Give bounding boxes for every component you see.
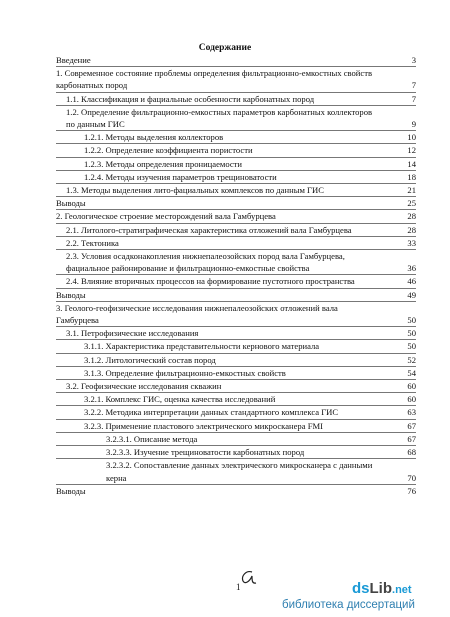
toc-entry-page: 49 bbox=[407, 289, 416, 300]
toc-entry-text: 2. Геологическое строение месторождений вала Гамбурцева bbox=[56, 211, 276, 222]
toc-entry bbox=[56, 93, 416, 106]
toc-entry-page: 67 bbox=[407, 420, 416, 431]
toc-entry-text: 3.1.3. Определение фильтрационно-емкостных свойств bbox=[84, 367, 286, 378]
toc-entry-text: 3.1.1. Характеристика представительности кернового материала bbox=[84, 341, 320, 352]
toc-entry bbox=[56, 289, 416, 302]
toc-entry bbox=[56, 106, 416, 131]
toc-entry bbox=[56, 250, 416, 275]
toc-entry bbox=[56, 131, 416, 144]
toc-entry-page: 21 bbox=[407, 185, 416, 196]
toc-entry-page: 28 bbox=[407, 224, 416, 235]
toc-entry-text: 1.2.4. Методы изучения параметров трещиноватости bbox=[84, 171, 277, 182]
toc-entry-text: Введение bbox=[56, 55, 91, 65]
toc-entry bbox=[56, 171, 416, 184]
toc-entry-page: 70 bbox=[407, 472, 416, 483]
toc-entry-page: 25 bbox=[407, 198, 416, 209]
toc-entry-text: 3.2.3.1. Описание метода bbox=[106, 433, 198, 444]
toc-entry-page: 36 bbox=[407, 263, 416, 274]
toc-entry-text: 3.2.3.3. Изучение трещиноватости карбонатных пород bbox=[106, 447, 305, 458]
toc-entry bbox=[56, 406, 416, 419]
toc-entry-page: 10 bbox=[407, 132, 416, 143]
toc-entry bbox=[56, 340, 416, 353]
toc-entry bbox=[56, 210, 416, 223]
toc-entry-text: 2.2. Тектоника bbox=[66, 237, 119, 248]
toc-entry-text: Выводы bbox=[56, 485, 86, 496]
toc-entry bbox=[56, 184, 416, 197]
toc-entry bbox=[56, 459, 416, 484]
toc-entry-page: 3 bbox=[411, 55, 416, 65]
toc-entry-text: 1.2. Определение фильтрационно-емкостных параметров карбонатных коллекторов по данным ГИС bbox=[66, 106, 373, 130]
toc-entry bbox=[56, 275, 416, 288]
toc-entry-text: 3. Геолого-геофизические исследования нижнепалеозойских отложений вала Гамбурцева bbox=[56, 302, 338, 326]
toc-entry bbox=[56, 446, 416, 459]
toc-entry-page: 52 bbox=[407, 354, 416, 365]
watermark-logo: dsLib.net bbox=[352, 580, 412, 597]
toc-entry-text: 1.3. Методы выделения лито-фациальных комплексов по данным ГИС bbox=[66, 185, 324, 196]
toc-entry-text: 1.2.3. Методы определения проницаемости bbox=[84, 158, 243, 169]
toc-entry bbox=[56, 420, 416, 433]
toc-entry-page: 18 bbox=[407, 171, 416, 182]
toc-entry-text: 2.3. Условия осадконакопления нижнепалеозойских пород вала Гамбурцева, фациальное районирование и фильтрационно-емкостные свойства bbox=[66, 251, 345, 274]
toc-entry-text: 3.1. Петрофизические исследования bbox=[66, 328, 199, 339]
toc-entry bbox=[56, 54, 416, 67]
toc-entry bbox=[56, 393, 416, 406]
toc-entry bbox=[56, 327, 416, 340]
toc-entry-text: 3.2. Геофизические исследования скважин bbox=[66, 381, 222, 392]
toc-entry-text: 3.2.2. Методика интерпретации данных стандартного комплекса ГИС bbox=[84, 407, 339, 418]
toc-entry bbox=[56, 158, 416, 171]
watermark-caption: библиотека диссертаций bbox=[282, 599, 415, 611]
table-of-contents bbox=[56, 54, 416, 497]
toc-entry-text: 2.4. Влияние вторичных процессов на формирование пустотного пространства bbox=[66, 276, 355, 287]
toc-entry-page: 60 bbox=[407, 381, 416, 392]
toc-entry-page: 67 bbox=[407, 433, 416, 444]
toc-entry bbox=[56, 380, 416, 393]
toc-entry-page: 7 bbox=[411, 93, 416, 104]
toc-entry-page: 60 bbox=[407, 394, 416, 405]
toc-entry bbox=[56, 197, 416, 210]
toc-entry-text: 3.2.3.2. Сопоставление данных электрического микросканера с данными керна bbox=[106, 460, 373, 483]
toc-entry-page: 76 bbox=[407, 485, 416, 496]
toc-entry-page: 12 bbox=[407, 145, 416, 156]
toc-entry-page: 28 bbox=[407, 211, 416, 222]
toc-entry-page: 50 bbox=[407, 341, 416, 352]
page-title: Содержание bbox=[198, 43, 252, 53]
toc-entry-text: 1.1. Классификация и фациальные особенности карбонатных пород bbox=[66, 93, 315, 104]
toc-entry bbox=[56, 67, 416, 92]
toc-entry-page: 50 bbox=[407, 315, 416, 326]
toc-entry bbox=[56, 354, 416, 367]
toc-entry-text: 3.2.3. Применение пластового электрического микросканера FMI bbox=[84, 420, 323, 431]
toc-entry bbox=[56, 485, 416, 497]
toc-entry-page: 63 bbox=[407, 407, 416, 418]
toc-entry-page: 7 bbox=[411, 80, 416, 91]
toc-entry-text: 1.2.2. Определение коэффициента пористости bbox=[84, 145, 253, 156]
toc-entry-page: 68 bbox=[407, 447, 416, 458]
toc-entry-text: Выводы bbox=[56, 198, 86, 209]
toc-entry-text: 3.1.2. Литологический состав пород bbox=[84, 354, 216, 365]
toc-entry-text: 1. Современное состояние проблемы определения фильтрационно-емкостных свойств карбонатных пород bbox=[56, 68, 373, 91]
toc-entry-text: Выводы bbox=[56, 289, 86, 300]
toc-entry-page: 50 bbox=[407, 328, 416, 339]
toc-entry bbox=[56, 144, 416, 157]
toc-entry-text: 3.2.1. Комплекс ГИС, оценка качества исследований bbox=[84, 394, 276, 405]
toc-entry-page: 9 bbox=[411, 119, 416, 130]
toc-entry bbox=[56, 224, 416, 237]
toc-entry-page: 46 bbox=[407, 276, 416, 287]
page-number: 1 bbox=[236, 582, 241, 592]
toc-entry-page: 33 bbox=[407, 237, 416, 248]
toc-entry bbox=[56, 237, 416, 250]
toc-entry-page: 14 bbox=[407, 158, 416, 169]
toc-entry bbox=[56, 367, 416, 380]
toc-entry-page: 54 bbox=[407, 367, 416, 378]
toc-entry-text: 1.2.1. Методы выделения коллекторов bbox=[84, 132, 224, 143]
toc-entry bbox=[56, 302, 416, 327]
toc-entry-text: 2.1. Литолого-стратиграфическая характеристика отложений вала Гамбурцева bbox=[66, 224, 352, 235]
handwritten-signature bbox=[238, 568, 260, 588]
toc-entry bbox=[56, 433, 416, 446]
